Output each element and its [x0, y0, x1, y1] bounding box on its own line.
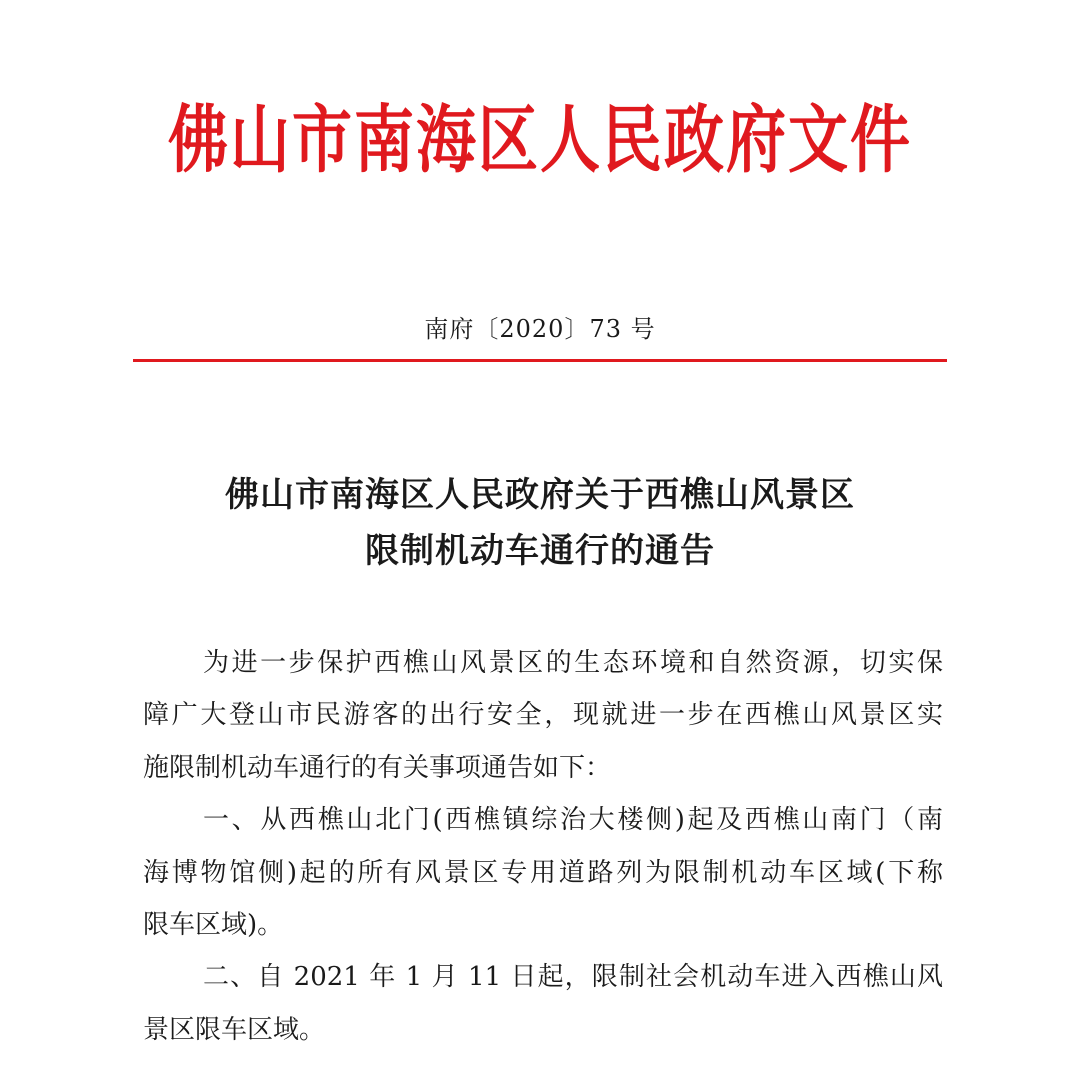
notice-title-line-1: 佛山市南海区人民政府关于西樵山风景区	[225, 475, 855, 515]
body-line-2: 障广大登山市民游客的出行安全，现就进一步在西樵山风景区实	[143, 700, 943, 731]
body-line-1: 为进一步保护西樵山风景区的生态环境和自然资源，切实保	[203, 648, 943, 678]
body-line-6: 限车区域)。	[143, 909, 284, 940]
document-number: 南府〔2020〕73 号	[424, 315, 656, 343]
body-line-3: 施限制机动车通行的有关事项通告如下：	[143, 752, 612, 783]
body-line-5: 海博物馆侧)起的所有风景区专用道路列为限制机动车区域(下称	[143, 857, 943, 888]
masthead-title: 佛山市南海区人民政府文件	[168, 98, 912, 184]
body-line-7: 二、自 2021 年 1 月 11 日起，限制社会机动车进入西樵山风	[203, 962, 943, 993]
notice-body	[143, 637, 943, 1056]
body-line-4: 一、从西樵山北门(西樵镇综治大楼侧)起及西樵山南门（南	[203, 805, 943, 836]
red-divider-line	[133, 359, 947, 362]
notice-title	[0, 467, 1080, 579]
notice-title-line-2: 限制机动车通行的通告	[365, 531, 715, 571]
body-line-8: 景区限车区域。	[143, 1014, 326, 1045]
